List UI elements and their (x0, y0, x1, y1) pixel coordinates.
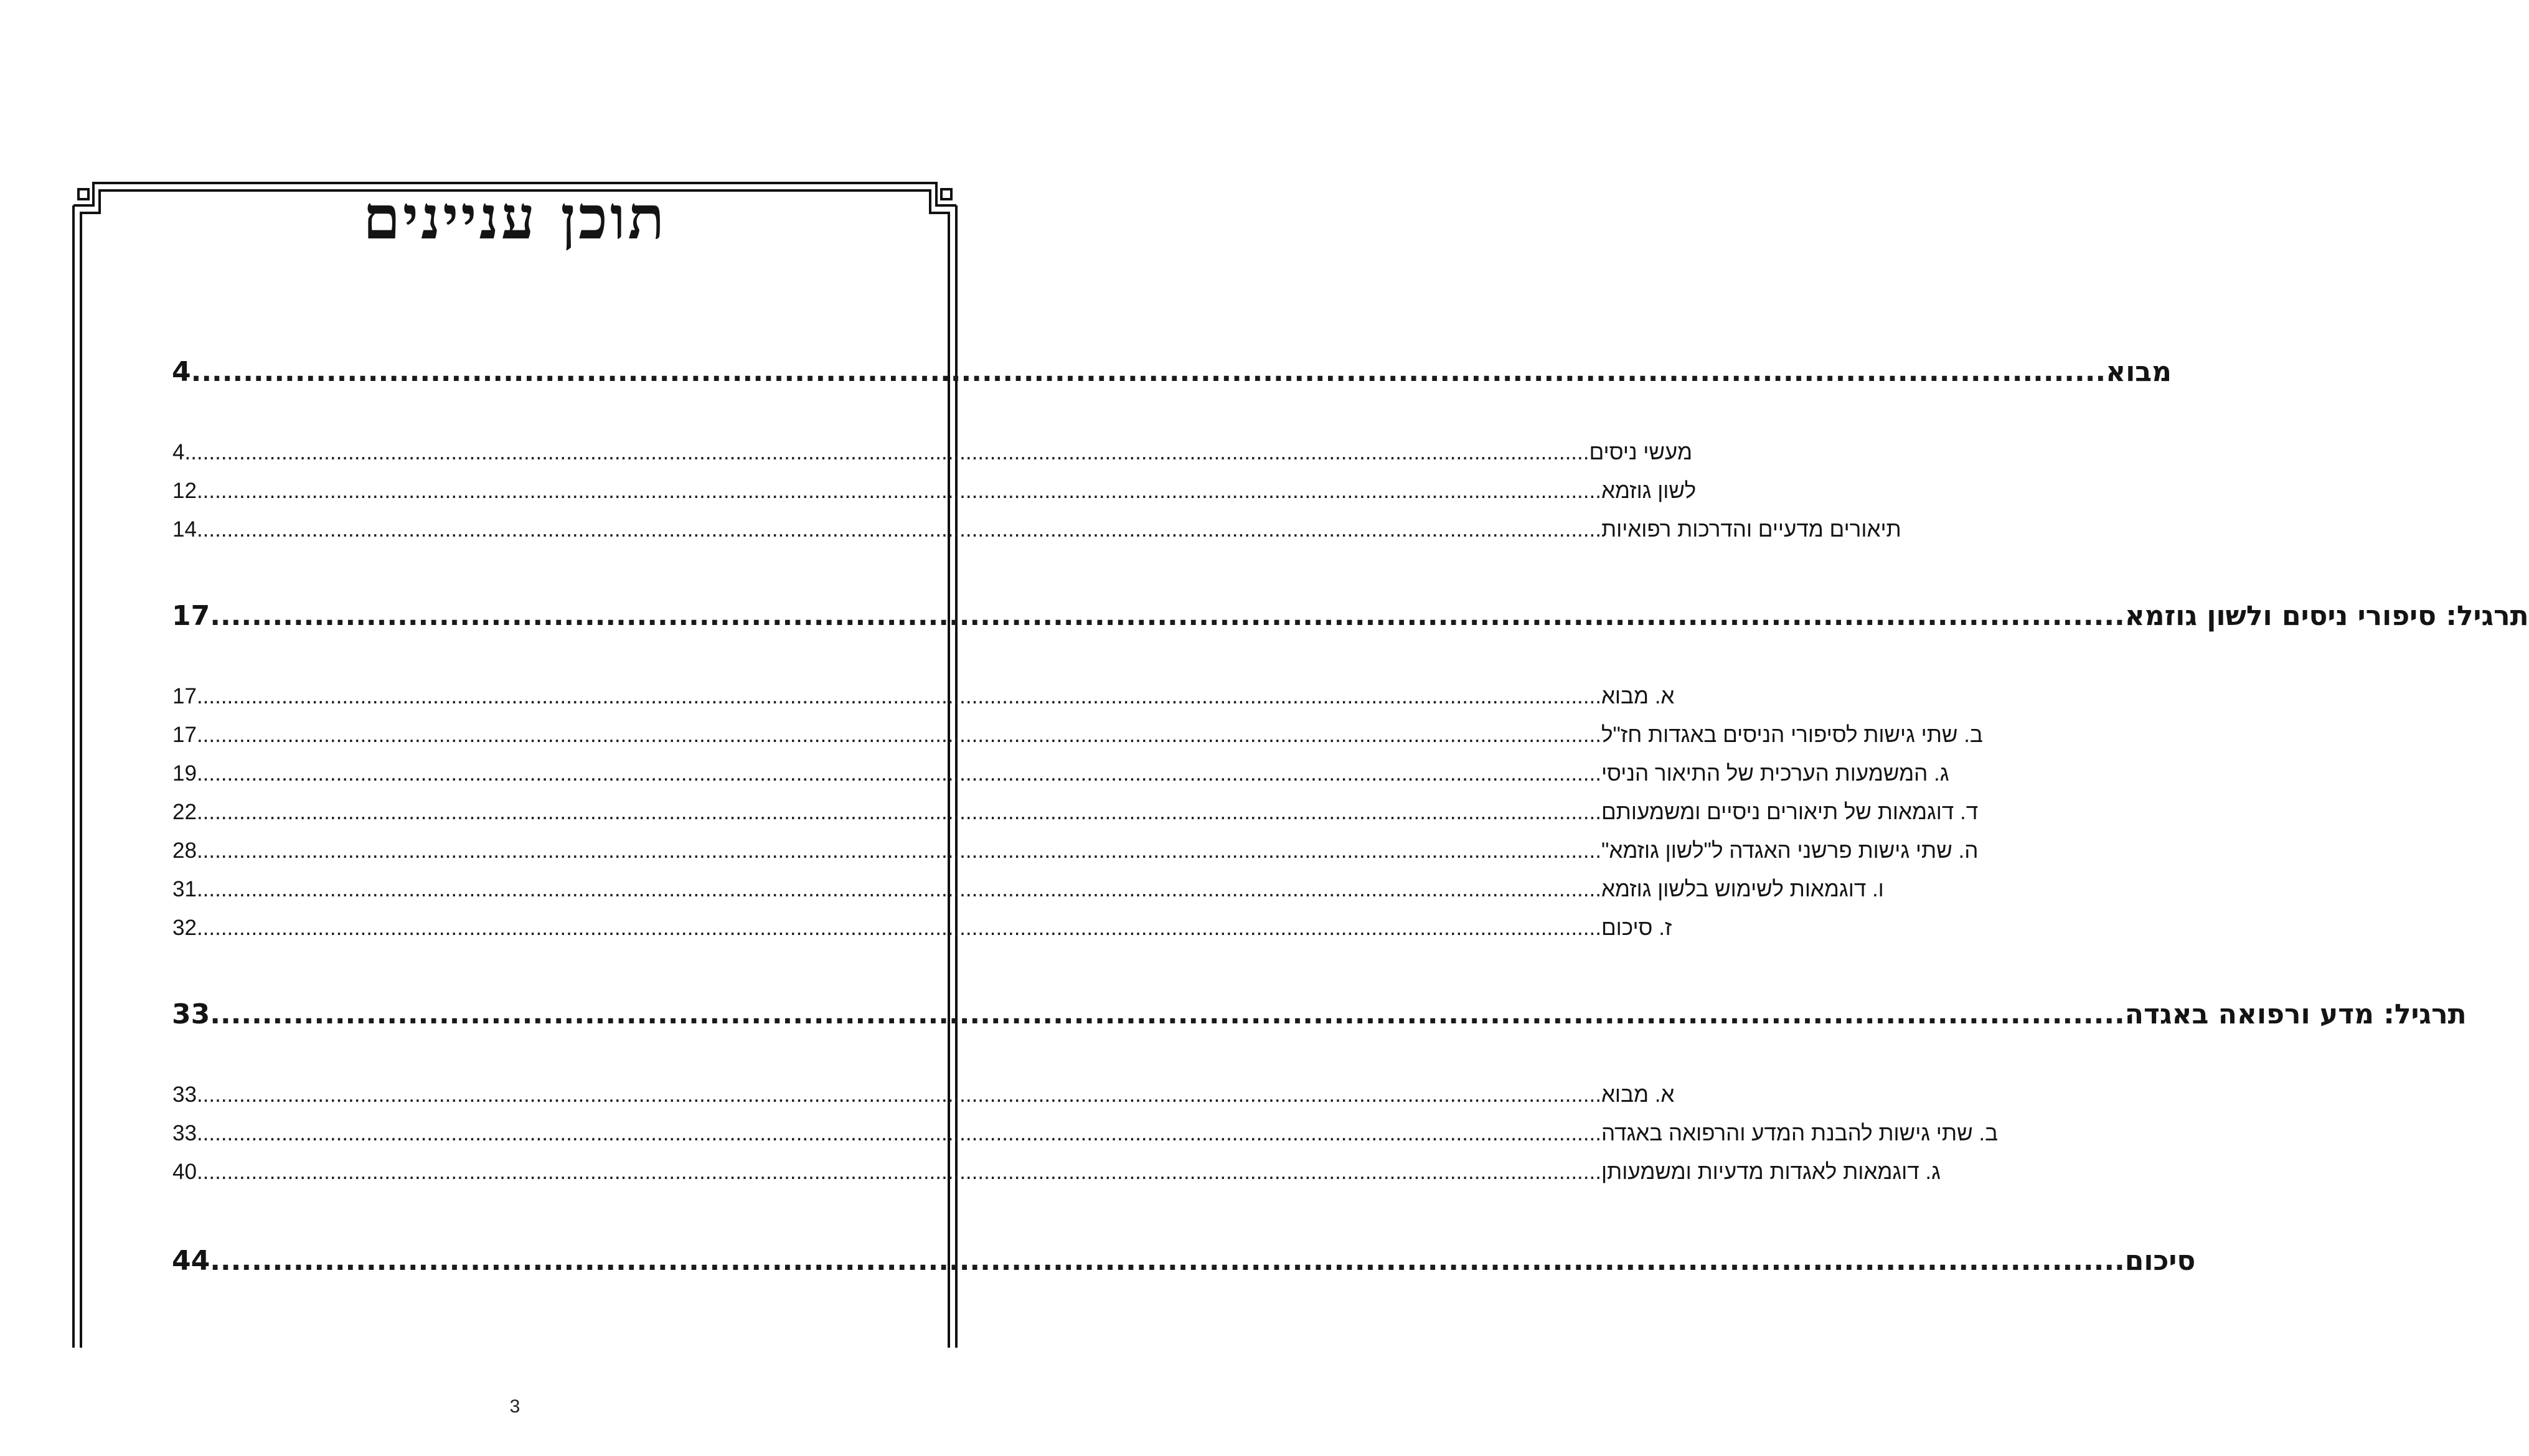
toc-entry-title: ב. שתי גישות לסיפורי הניסים באגדות חז"ל (1601, 723, 1983, 747)
dot-leader: ........................................................................................................................................................................................ (210, 998, 2125, 1030)
toc-entry-page: 32 (172, 916, 197, 940)
toc-entry-row[interactable] (172, 721, 1983, 749)
dot-leader: ........................................................................................................................................................................................................................................ (196, 723, 1601, 747)
toc-entry-page: 40 (172, 1160, 197, 1184)
toc-section-page: 44 (172, 1245, 210, 1277)
toc-section-title: תרגיל: סיפורי ניסים ולשון גוזמא (2124, 600, 2529, 632)
dot-leader: ........................................................................................................................................................................................................................................ (196, 479, 1601, 503)
toc-entry-row[interactable] (172, 798, 1979, 827)
toc-section-row[interactable] (172, 1242, 2196, 1280)
toc-entry-row[interactable] (172, 759, 1949, 788)
dot-leader: ........................................................................................................................................................................................ (191, 356, 2106, 388)
toc-entry-title: ב. שתי גישות להבנת המדע והרפואה באגדה (1601, 1121, 1999, 1145)
toc-entry-row[interactable] (172, 1119, 1999, 1148)
dot-leader: ........................................................................................................................................................................................................................................ (196, 517, 1601, 542)
toc-entry-row[interactable] (172, 1081, 1675, 1109)
toc-entry-row[interactable] (172, 438, 1693, 467)
toc-section-page: 4 (172, 356, 191, 388)
toc-entry-row[interactable] (172, 875, 1884, 904)
toc-section-row[interactable] (172, 996, 2467, 1033)
dot-leader: ........................................................................................................................................................................................................................................ (196, 838, 1601, 863)
toc-entry-page: 19 (172, 761, 197, 786)
toc-entry-page: 28 (172, 838, 197, 863)
toc-entry-title: לשון גוזמא (1601, 479, 1697, 503)
toc-section-row[interactable] (172, 354, 2172, 391)
toc-entry-title: מעשי ניסים (1589, 440, 1693, 464)
page-title: תוכן עניינים (362, 182, 667, 253)
dot-leader: ........................................................................................................................................................................................................................................ (196, 761, 1601, 786)
toc-entry-row[interactable] (172, 515, 1901, 544)
toc-entry-title: ג. דוגמאות לאגדות מדעיות ומשמעותן (1601, 1160, 1941, 1184)
toc-entry-page: 33 (172, 1083, 197, 1107)
toc-entry-page: 12 (172, 479, 197, 503)
toc-section-title: סיכום (2124, 1245, 2196, 1277)
toc-entry-title: א. מבוא (1601, 684, 1675, 708)
toc-entry-page: 14 (172, 517, 197, 542)
toc-entry-row[interactable] (172, 682, 1675, 711)
toc-entry-row[interactable] (172, 477, 1697, 505)
toc-entry-page: 17 (172, 723, 197, 747)
dot-leader: ........................................................................................................................................................................................................................................ (196, 684, 1601, 708)
dot-leader: ........................................................................................................................................................................................................................................ (196, 916, 1601, 940)
dot-leader: ........................................................................................................................................................................................................................................ (196, 1121, 1601, 1145)
dot-leader: ........................................................................................................................................................................................................................................ (196, 800, 1601, 824)
toc-entry-page: 33 (172, 1121, 197, 1145)
toc-entry-title: א. מבוא (1601, 1083, 1675, 1107)
toc-entry-title: ד. דוגמאות של תיאורים ניסיים ומשמעותם (1601, 800, 1979, 824)
dot-leader: ........................................................................................................................................................................................................................................ (196, 1160, 1601, 1184)
toc-section-page: 17 (172, 600, 210, 632)
toc-entry-row[interactable] (172, 837, 1979, 865)
toc-entry-row[interactable] (172, 1158, 1941, 1186)
dot-leader: ........................................................................................................................................................................................................................................ (196, 1083, 1601, 1107)
dot-leader: ........................................................................................................................................................................................................................................ (196, 877, 1601, 901)
dot-leader: ........................................................................................................................................................................................ (210, 1245, 2125, 1277)
dot-leader: ........................................................................................................................................................................................ (210, 600, 2125, 632)
toc-entry-title: ה. שתי גישות פרשני האגדה ל"לשון גוזמא" (1601, 838, 1979, 863)
toc-entry-title: ג. המשמעות הערכית של התיאור הניסי (1601, 761, 1949, 786)
toc-entry-title: תיאורים מדעיים והדרכות רפואיות (1601, 517, 1901, 542)
page-number: 3 (509, 1396, 520, 1417)
toc-section-title: תרגיל: מדע ורפואה באגדה (2124, 998, 2467, 1030)
toc-section-title: מבוא (2106, 356, 2172, 388)
toc-entry-row[interactable] (172, 914, 1672, 942)
toc-entry-page: 22 (172, 800, 197, 824)
toc-entry-page: 31 (172, 877, 197, 901)
dot-leader: ........................................................................................................................................................................................................................................ (184, 440, 1589, 464)
toc-section-page: 33 (172, 998, 210, 1030)
toc-entry-title: ו. דוגמאות לשימוש בלשון גוזמא (1601, 877, 1884, 901)
toc-entry-page: 17 (172, 684, 197, 708)
toc-section-row[interactable] (172, 598, 2529, 635)
toc-entry-page: 4 (172, 440, 185, 464)
toc-entry-title: ז. סיכום (1601, 916, 1672, 940)
